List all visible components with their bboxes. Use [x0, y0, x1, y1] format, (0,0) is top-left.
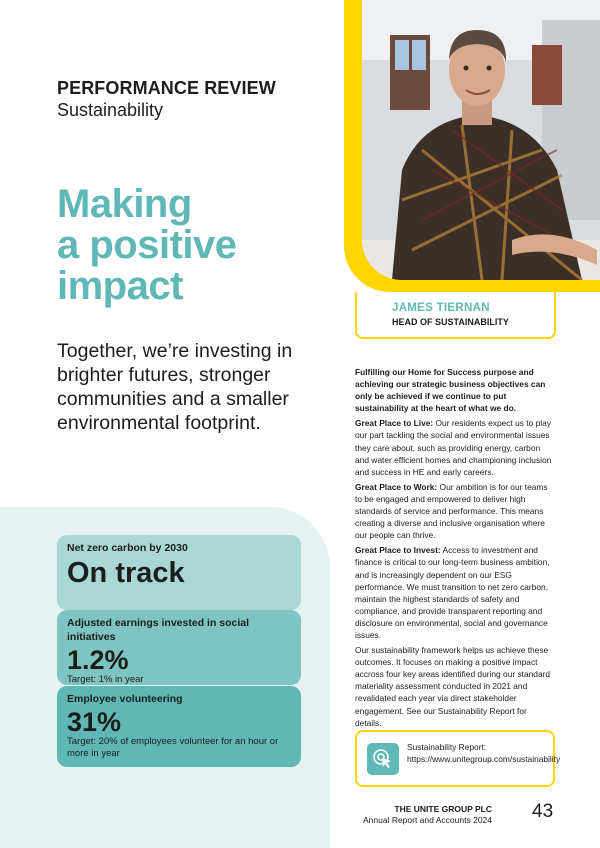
- paragraph-heading: Great Place to Work:: [355, 481, 438, 492]
- portrait-illustration: [362, 0, 600, 280]
- kpi-label: Adjusted earnings invested in social initiatives: [67, 617, 250, 643]
- portrait-photo: [362, 0, 600, 280]
- paragraph-text: Access to investment and finance is critical to our long-term business ambition, and is increasingly dependent on our ESG performance. We must transition to net zero carbon, maintain the highest standards of safety and compliance, and provide transparent reporting and disclosure on environmental, social and governance issues.: [355, 545, 550, 640]
- headline-line: a positive: [57, 223, 237, 267]
- paragraph-work: [355, 481, 555, 541]
- headline-line: Making: [57, 182, 192, 226]
- section-title: PERFORMANCE REVIEW: [57, 78, 276, 98]
- name-card: [355, 292, 556, 339]
- kpi-label: Employee volunteering: [67, 693, 183, 705]
- kpi-card-social-initiatives: [57, 610, 301, 685]
- intro-text: Together, we’re investing in brighter futures, stronger communities and a smaller environmental footprint.: [57, 340, 293, 434]
- page-number: 43: [532, 801, 554, 822]
- kpi-card-net-zero: [57, 535, 301, 610]
- paragraph-heading: Great Place to Live:: [355, 418, 434, 429]
- person-role: HEAD OF SUSTAINABILITY: [392, 317, 509, 327]
- paragraph-text: Our residents expect us to play our part tackling the social and environmental issues they care about, such as providing energy, carbon and water efficient homes and championing inclusion and success in HE and early careers.: [355, 418, 552, 477]
- click-icon: [367, 743, 399, 775]
- kpi-value: 1.2%: [67, 645, 129, 675]
- paragraph-framework: Our sustainability framework helps us achieve these outcomes. It focuses on making a positive impact accross four key areas identified during our standard materiality assessment conducted in 2021 and revalidated each year via direct stakeholder engagement. See our Sustainability Report for details.: [355, 645, 551, 728]
- link-text[interactable]: Sustainability Report: https://www.unitegroup.com/sustainability: [407, 742, 561, 764]
- paragraph-invest: [355, 544, 555, 641]
- paragraph-heading: Great Place to Invest:: [355, 545, 441, 556]
- kpi-target: Target: 1% in year: [67, 674, 144, 685]
- headline: [57, 184, 317, 307]
- footer-company: THE UNITE GROUP PLC: [394, 804, 492, 814]
- paragraph-text: Our ambition is for our teams to be engaged and empowered to deliver high standards of service and performance. This means creating a diverse and inclusive organisation where our people can thrive.: [355, 481, 548, 541]
- footer-report-title: Annual Report and Accounts 2024: [362, 815, 492, 825]
- headline-line: impact: [57, 264, 183, 308]
- person-name: JAMES TIERNAN: [392, 302, 490, 314]
- kpi-card-volunteering: [57, 686, 301, 767]
- section-subtitle: Sustainability: [57, 100, 164, 120]
- kpi-label: Net zero carbon by 2030: [67, 542, 188, 554]
- kpi-target: Target: 20% of employees volunteer for an hour or more in year: [67, 736, 279, 759]
- lead-paragraph: Fulfilling our Home for Success purpose and achieving our strategic business objectives can only be achieved if we continue to put sustainability at the heart of what we do.: [355, 367, 546, 414]
- paragraph-live: [355, 417, 555, 477]
- kpi-value: On track: [67, 557, 185, 589]
- body-text: [355, 366, 555, 732]
- kpi-value: 31%: [67, 707, 122, 737]
- sustainability-report-link[interactable]: [355, 730, 561, 787]
